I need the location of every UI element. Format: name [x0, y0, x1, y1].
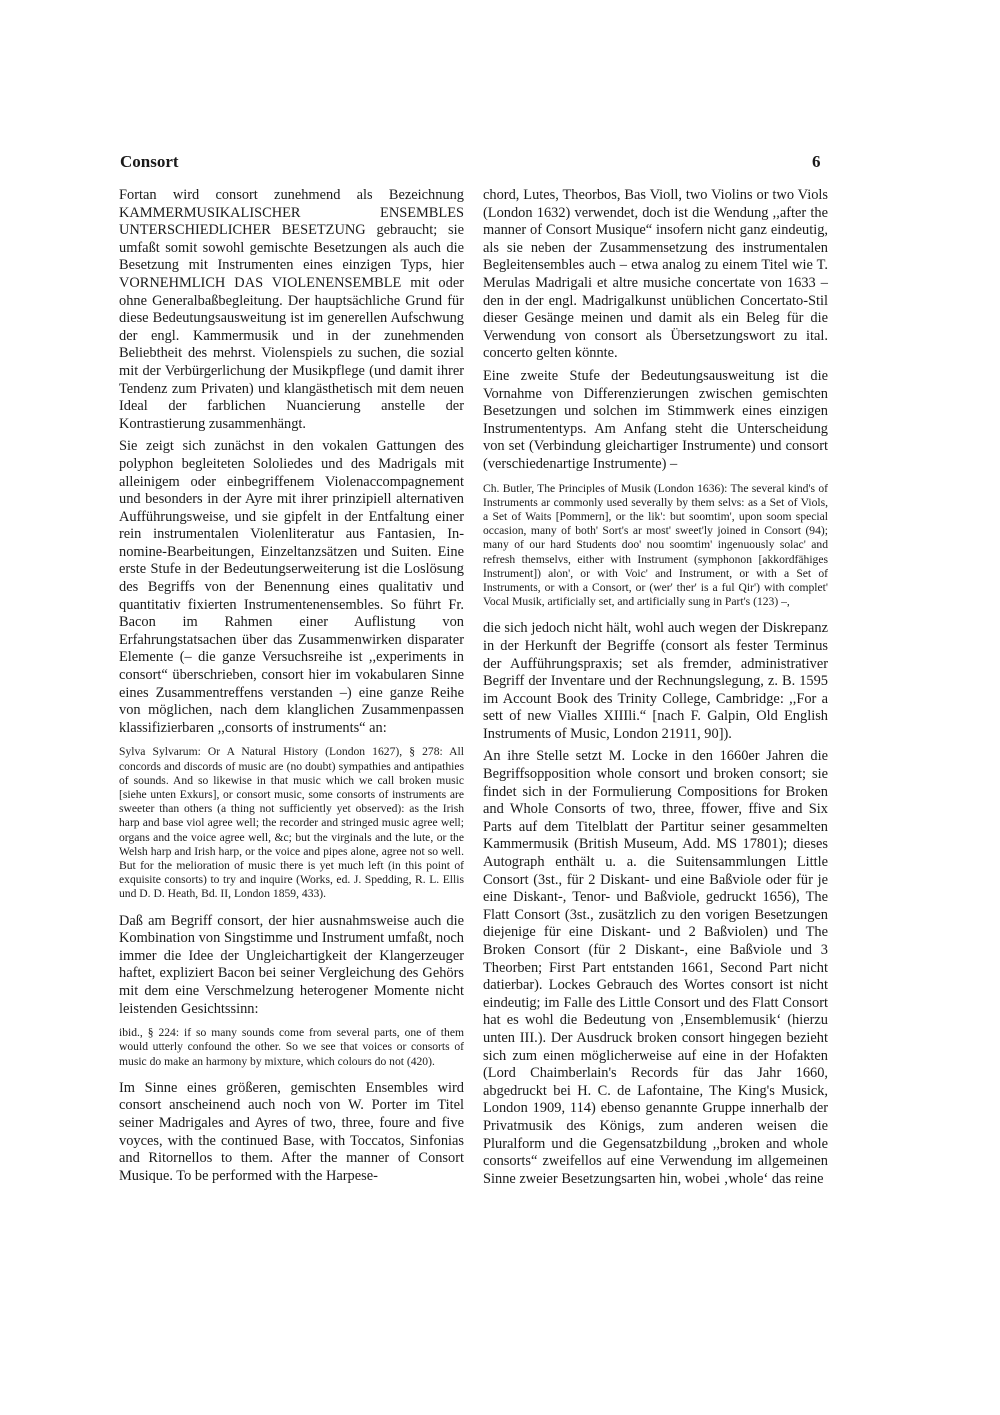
quotation: ibid., § 224: if so many sounds come from several parts, one of them would utterly confound the other. So we see that voices or consorts of music do make an harmony by mixture, which colours do not (420). [119, 1026, 464, 1068]
quotation: Sylva Sylvarum: Or A Natural History (London 1627), § 278: All concords and discords of music are (no doubt) sympathies and antipathies of sounds. And so likewise in that music which we call broken music [siehe unten Exkurs], or consort music, some consorts of instruments are sweeter than others (a thing not sufficiently yet observed): as the Irish harp and base viol agree well; the recorder and stringed music agree well; organs and the voice agree well, &c; but the virginals and the lute, or the Welsh harp and Irish harp, or the voice and pipes alone, agree not so well. But for the melioration of music there is yet much left (in this point of exquisite consorts) to try and inquire (Works, ed. J. Spedding, R. L. Ellis und D. D. Heath, Bd. II, London 1859, 433). [119, 745, 464, 901]
paragraph: Daß am Begriff consort, der hier ausnahmsweise auch die Kombination von Singstimme und Instrument umfaßt, noch immer die Idee der Ungleichartigkeit der Klangerzeuger haftet, expliziert Bacon bei seiner Vergleichung des Gehörs mit dem eine Verschmelzung heterogener Momente nicht leistenden Gesichtssinn: [119, 912, 464, 1017]
page-number: 6 [812, 152, 821, 171]
running-head-title: Consort [120, 152, 179, 171]
paragraph: Fortan wird consort zunehmend als Bezeichnung KAMMERMUSIKALISCHER ENSEMBLES UNTERSCHIEDLICHER BESETZUNG gebraucht; sie umfaßt somit sowohl gemischte Besetzungen als auch die Besetzung mit Instrumenten eines einzigen Typs, hier VORNEHMLICH DAS VIOLENENSEMBLE mit oder ohne Generalbaßbegleitung. Der hauptsächliche Grund für diese Bedeutungsausweitung ist im generellen Aufschwung der engl. Kammermusik und in der zunehmenden Beliebtheit des mehrst. Violenspiels zu suchen, die sozial mit der Verbürgerlichung der Musikpflege (und damit ihrer Tendenz zum Privaten) und klangästhetisch mit dem neuen Ideal der farblichen Nuancierung anstelle der Kontrastierung zusammenhängt. [119, 187, 464, 432]
right-column [483, 187, 828, 1193]
left-column [119, 187, 464, 1190]
paragraph: die sich jedoch nicht hält, wohl auch wegen der Diskrepanz in der Herkunft der Begriffe (consort als fester Terminus der Aufführungspraxis; set als fremder, administrativer Begriff der Inventare und der Rechnungslegung, z. B. 1595 im Account Book des Trinity College, Cambridge: ,,For a sett of new Vialles XIIIli.“ [nach F. Galpin, Old English Instruments of Music, London 21911, 90]). [483, 620, 828, 742]
quotation: Ch. Butler, The Principles of Musik (London 1636): The several kind's of Instruments ar commonly used severally by them selvs: as a Set of Viols, a Set of Waits [Pommern], or the lik': but soomtim', upon soom special occasion, many of both' Sort's ar most' sweet'ly joined in Consort (94); many of our hard Students doo' nou soomtim' ingenuously solac' and refresh themselvs, either with Instrument (symphonon [akkordfähiges Instrument]) alon', or with Voic' and Instrument, or with a Set of Instruments, or with a Consort, or (wer' ther' is a ful Qir') with complet' Vocal Musik, artificially set, and artificially sung in Part's (123) –, [483, 481, 828, 609]
paragraph: chord, Lutes, Theorbos, Bas Violl, two Violins or two Viols (London 1632) verwendet, doch ist die Wendung ,,after the manner of Consort Musique“ insofern nicht ganz eindeutig, als sie neben der Zusammensetzung des instrumentalen Begleitensembles auch – etwa analog zu einem Titel wie T. Merulas Madrigali et altre musiche concertate von 1633 – den in der engl. Madrigalkunst unüblichen Concertato-Stil dieser Gesänge meinen und damit als ein Beleg für die Verwendung von consort als Übersetzungswort zu ital. concerto gelten könnte. [483, 187, 828, 362]
paragraph: An ihre Stelle setzt M. Locke in den 1660er Jahren die Begriffsopposition whole consort und broken consort; sie findet sich in der Formulierung Compositions for Broken and Whole Consorts of two, three, ffower, ffive and Six Parts auf dem Titelblatt der Partitur seiner gesammelten Kammermusik (British Museum, Add. MS 17801); dieses Autograph enthält u. a. die Suitensammlungen Little Consort (3st., für 2 Diskant- und eine Baßviole oder für je eine Diskant-, Tenor- und Baßviole, gedruckt 1656), The Flatt Consort (3st., zusätzlich zu den vorigen Besetzungen diejenige für eine Diskant- und 2 Baßviolen) und The Broken Consort (für 2 Diskant-, eine Baßviole und 3 Theorben; First Part entstanden 1661, Second Part nicht datierbar). Lockes Gebrauch des Wortes consort ist nicht eindeutig; im Falle des Little Consort und des Flatt Consort hat es wohl die Bedeutung von ‚Ensemblemusik‘ (hierzu unten III.). Der Ausdruck broken consort hingegen bezieht sich zum einen möglicherweise auf eine in der Hofakten (Lord Chaimberlain's Records für das Jahr 1660, abgedruckt bei H. C. de Lafontaine, The King's Musick, London 1909, 114) ebenso genannte Gruppe innerhalb der Privatmusik des Königs, zum anderen weisen die Pluralform und die Gegensatzbildung ,,broken and whole consorts“ zweifellos auf eine Verwendung im allgemeinen Sinne zweier Besetzungsarten hin, wobei ‚whole‘ das reine [483, 748, 828, 1187]
paragraph: Sie zeigt sich zunächst in den vokalen Gattungen des polyphon begleiteten Sololiedes und des Madrigals mit alleinigem oder einbegriffenem Violenaccompagnement und besonders in der Ayre mit ihrer prinzipiell alternativen Aufführungsweise, und sie gipfelt in der Entfaltung einer rein instrumentalen Violenliteratur aus Fantasien, In-nomine-Bearbeitungen, Einzeltanzsätzen und Suiten. Eine erste Stufe in der Bedeutungserweiterung ist die Loslösung des Begriffs von der Benennung eines qualitativ und quantitativ fixierten Instrumentenensembles. So führt Fr. Bacon im Rahmen einer Auflistung von Erfahrungstatsachen über das Zusammenwirken disparater Elemente (– die ganze Versuchsreihe ist ,,experiments in consort“ überschrieben, consort hier im vokabularen Sinne eines Zusammentreffens verstanden –) eine ganze Reihe von möglichen, nach dem klanglichen Zusammenpassen klassifizierbaren ,,consorts of instruments“ an: [119, 438, 464, 736]
paragraph: Eine zweite Stufe der Bedeutungsausweitung ist die Vornahme von Differenzierungen zwischen gemischten Besetzungen und solchen im Stimmwerk eines einzigen Instrumententyps. Am Anfang steht die Unterscheidung von set (Verbindung gleichartiger Instrumente) und consort (verschiedenartige Instrumente) – [483, 367, 828, 472]
paragraph: Im Sinne eines größeren, gemischten Ensembles wird consort anscheinend auch noch von W. Porter im Titel seiner Madrigales and Ayres of two, three, foure and five voyces, with the continued Base, with Toccatos, Sinfonias and Ritornellos to them. After the manner of Consort Musique. To be performed with the Harpese- [119, 1079, 464, 1184]
